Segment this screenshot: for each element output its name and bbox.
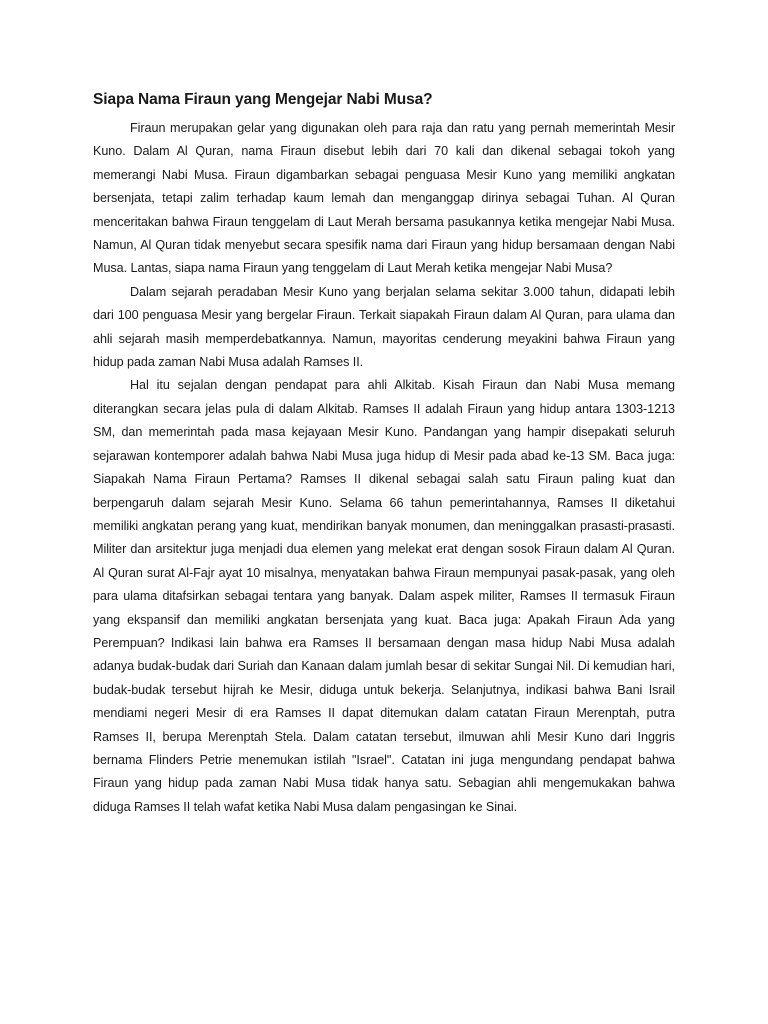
document-page [93,88,675,819]
document-title: Siapa Nama Firaun yang Mengejar Nabi Musa? [93,91,433,108]
paragraph-3: Hal itu sejalan dengan pendapat para ahli Alkitab. Kisah Firaun dan Nabi Musa memang diterangkan secara jelas pula di dalam Alkitab. Ramses II adalah Firaun yang hidup antara 1303-1213 SM, dan memerintah pada masa kejayaan Mesir Kuno. Pandangan yang hampir disepakati seluruh sejarawan kontemporer adalah bahwa Nabi Musa juga hidup di Mesir pada abad ke-13 SM. Baca juga: Siapakah Nama Firaun Pertama? Ramses II dikenal sebagai salah satu Firaun paling kuat dan berpengaruh dalam sejarah Mesir Kuno. Selama 66 tahun pemerintahannya, Ramses II diketahui memiliki angkatan perang yang kuat, mendirikan banyak monumen, dan meninggalkan prasasti-prasasti. Militer dan arsitektur juga menjadi dua elemen yang melekat erat dengan sosok Firaun dalam Al Quran. Al Quran surat Al-Fajr ayat 10 misalnya, menyatakan bahwa Firaun mempunyai pasak-pasak, yang oleh para ulama ditafsirkan sebagai tentara yang banyak. Dalam aspek militer, Ramses II termasuk Firaun yang ekspansif dan memiliki angkatan bersenjata yang kuat. Baca juga: Apakah Firaun Ada yang Perempuan? Indikasi lain bahwa era Ramses II bersamaan dengan masa hidup Nabi Musa adalah adanya budak-budak dari Suriah dan Kanaan dalam jumlah besar di sekitar Sungai Nil. Di kemudian hari, budak-budak tersebut hijrah ke Mesir, diduga untuk bekerja. Selanjutnya, indikasi bahwa Bani Israil mendiami negeri Mesir di era Ramses II dapat ditemukan dalam catatan Firaun Merenptah, putra Ramses II, berupa Merenptah Stela. Dalam catatan tersebut, ilmuwan ahli Mesir Kuno dari Inggris bernama Flinders Petrie menemukan istilah "Israel". Catatan ini juga mengundang pendapat bahwa Firaun yang hidup pada zaman Nabi Musa tidak hanya satu. Sebagian ahli mengemukakan bahwa diduga Ramses II telah wafat ketika Nabi Musa dalam pengasingan ke Sinai. [93,378,675,814]
paragraph-1: Firaun merupakan gelar yang digunakan oleh para raja dan ratu yang pernah memerintah Mesir Kuno. Dalam Al Quran, nama Firaun disebut lebih dari 70 kali dan dikenal sebagai tokoh yang memerangi Nabi Musa. Firaun digambarkan sebagai penguasa Mesir Kuno yang memiliki angkatan bersenjata, tetapi zalim terhadap kaum lemah dan menganggap dirinya sebagai Tuhan. Al Quran menceritakan bahwa Firaun tenggelam di Laut Merah bersama pasukannya ketika mengejar Nabi Musa. Namun, Al Quran tidak menyebut secara spesifik nama dari Firaun yang hidup bersamaan dengan Nabi Musa. Lantas, siapa nama Firaun yang tenggelam di Laut Merah ketika mengejar Nabi Musa? [93,121,675,276]
paragraph-2: Dalam sejarah peradaban Mesir Kuno yang berjalan selama sekitar 3.000 tahun, didapati lebih dari 100 penguasa Mesir yang bergelar Firaun. Terkait siapakah Firaun dalam Al Quran, para ulama dan ahli sejarah masih memperdebatkannya. Namun, mayoritas cenderung meyakini bahwa Firaun yang hidup pada zaman Nabi Musa adalah Ramses II. [93,284,675,370]
